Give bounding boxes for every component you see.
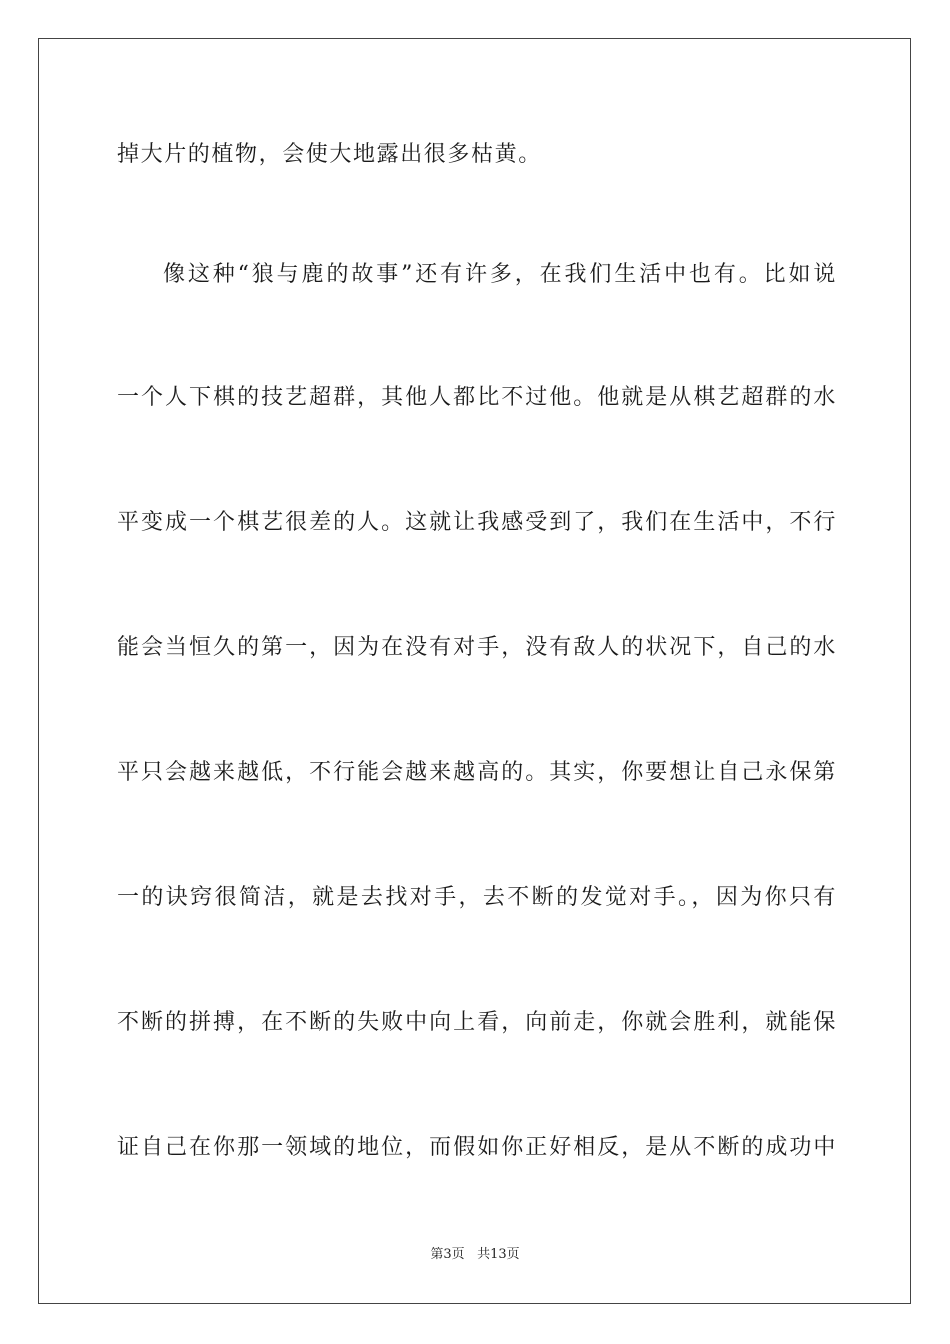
page-number: 第3页 bbox=[430, 1247, 465, 1262]
text-line-2: 像这种“狼与鹿的故事”还有许多，在我们生活中也有。比如说 bbox=[163, 262, 837, 287]
text-line-7: 一的诀窍很简洁，就是去找对手，去不断的发觉对手。，因为你只有 bbox=[117, 885, 837, 910]
page-total: 共13页 bbox=[477, 1247, 520, 1262]
text-line-8: 不断的拼搏，在不断的失败中向上看，向前走，你就会胜利，就能保 bbox=[117, 1010, 837, 1035]
text-line-3: 一个人下棋的技艺超群，其他人都比不过他。他就是从棋艺超群的水 bbox=[117, 385, 837, 410]
page-frame bbox=[38, 38, 911, 1304]
text-line-6: 平只会越来越低，不行能会越来越高的。其实，你要想让自己永保第 bbox=[117, 760, 837, 785]
text-line-4: 平变成一个棋艺很差的人。这就让我感受到了，我们在生活中，不行 bbox=[117, 510, 837, 535]
page-footer bbox=[0, 1246, 950, 1264]
text-line-1: 掉大片的植物，会使大地露出很多枯黄。 bbox=[117, 142, 542, 167]
text-line-9: 证自己在你那一领域的地位，而假如你正好相反，是从不断的成功中 bbox=[117, 1135, 837, 1160]
text-line-5: 能会当恒久的第一，因为在没有对手，没有敌人的状况下，自己的水 bbox=[117, 635, 837, 660]
